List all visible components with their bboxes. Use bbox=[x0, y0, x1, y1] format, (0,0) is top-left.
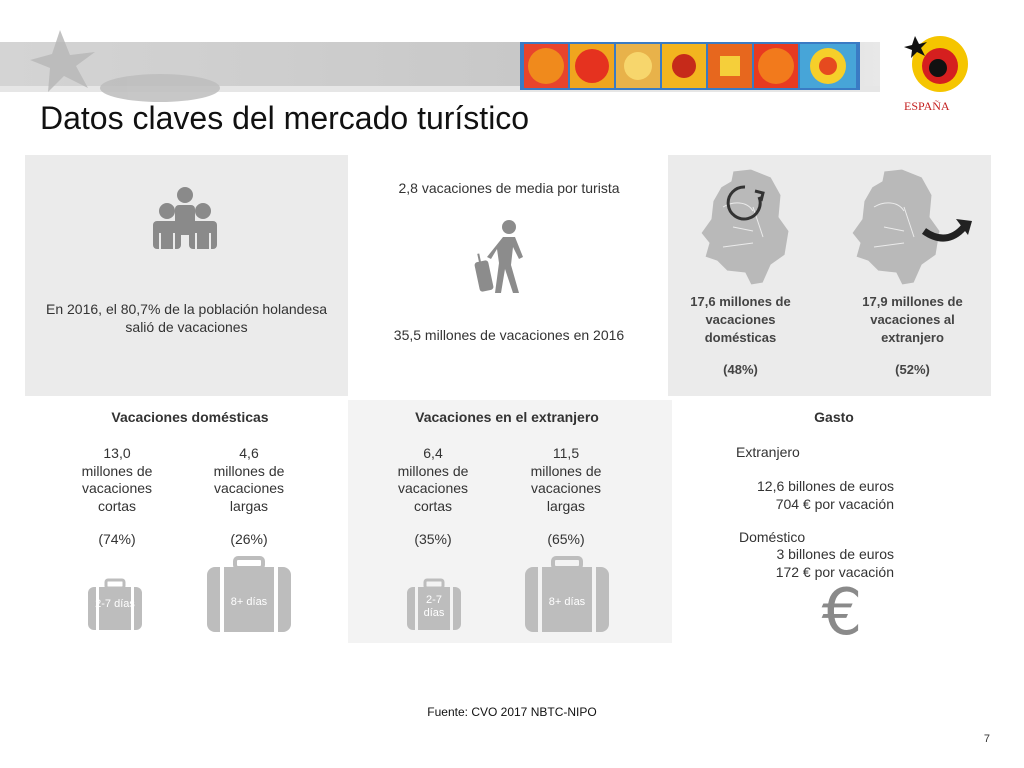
large-suitcase-icon bbox=[207, 558, 291, 632]
panel-population bbox=[25, 155, 348, 396]
domestic-short-bag-label: 2-7 días bbox=[95, 598, 135, 610]
domestic-map-line1: 17,6 millones de bbox=[690, 294, 791, 309]
svg-text:ESPAÑA: ESPAÑA bbox=[904, 99, 950, 113]
domestic-long-bag-label: 8+ días bbox=[230, 596, 268, 608]
abroad-header: Vacaciones en el extranjero bbox=[415, 409, 599, 425]
page-number: 7 bbox=[983, 733, 990, 745]
abroad-short-bag-label1: 2-7 bbox=[426, 594, 442, 606]
abroad-short-l1: millones de bbox=[397, 462, 469, 479]
banner-art-tiles bbox=[520, 42, 860, 90]
gasto-extranjero-per: 704 € por vacación bbox=[775, 495, 894, 512]
abroad-long-l3: largas bbox=[546, 497, 586, 514]
abroad-long-l1: millones de bbox=[530, 462, 602, 479]
abroad-short-value: 6,4 bbox=[423, 445, 443, 461]
header-banner bbox=[0, 0, 1024, 113]
abroad-short-l2: vacaciones bbox=[397, 480, 469, 496]
population-text-line1: En 2016, el 80,7% de la población holandesa bbox=[46, 301, 327, 317]
abroad-long-bag-label: 8+ días bbox=[548, 596, 586, 608]
domestic-long-l2: vacaciones bbox=[213, 480, 285, 496]
page-title: Datos claves del mercado turístico bbox=[40, 100, 530, 136]
domestic-long-l3: largas bbox=[229, 497, 269, 514]
domestic-short-l2: vacaciones bbox=[81, 480, 153, 496]
gasto-extranjero-label: Extranjero bbox=[736, 444, 800, 460]
domestic-short-value: 13,0 bbox=[103, 445, 131, 461]
gasto-header: Gasto bbox=[814, 409, 854, 425]
abroad-long-value: 11,5 bbox=[552, 445, 580, 461]
espana-logo bbox=[904, 36, 968, 113]
abroad-long-l2: vacaciones bbox=[530, 480, 602, 496]
domestic-long-l1: millones de bbox=[213, 462, 285, 479]
domestic-map-pct: (48%) bbox=[723, 362, 758, 377]
population-text-line2: salió de vacaciones bbox=[125, 319, 248, 335]
domestic-short-l1: millones de bbox=[81, 462, 153, 479]
abroad-map-line1: 17,9 millones de bbox=[862, 294, 963, 309]
panel-domestic bbox=[25, 400, 348, 645]
avg-vacations-text: 2,8 vacaciones de media por turista bbox=[398, 180, 620, 196]
domestic-long-value: 4,6 bbox=[239, 445, 259, 461]
abroad-short-pct: (35%) bbox=[414, 531, 452, 547]
group-people-icon bbox=[149, 185, 221, 251]
domestic-map-line3: domésticas bbox=[704, 330, 777, 345]
gasto-domestico-total: 3 billones de euros bbox=[776, 546, 894, 562]
netherlands-map-abroad-icon bbox=[844, 167, 984, 285]
total-vacations-text: 35,5 millones de vacaciones en 2016 bbox=[393, 327, 625, 343]
panel-maps bbox=[668, 155, 991, 396]
traveler-with-suitcase-icon bbox=[473, 217, 533, 297]
source-footnote: Fuente: CVO 2017 NBTC-NIPO bbox=[427, 705, 597, 719]
abroad-short-bag-label2: días bbox=[423, 607, 445, 619]
abroad-map-line2: vacaciones al bbox=[870, 312, 955, 327]
panel-gasto bbox=[672, 400, 994, 650]
abroad-map-pct: (52%) bbox=[895, 362, 930, 377]
panel-traveler bbox=[349, 155, 669, 396]
euro-icon: € bbox=[821, 576, 863, 650]
domestic-short-pct: (74%) bbox=[98, 531, 136, 547]
domestic-header: Vacaciones domésticas bbox=[111, 409, 269, 425]
panel-abroad bbox=[348, 400, 672, 643]
domestic-map-line2: vacaciones bbox=[705, 312, 776, 327]
gasto-domestico-label: Doméstico bbox=[739, 529, 806, 545]
abroad-long-pct: (65%) bbox=[547, 531, 585, 547]
netherlands-map-domestic-icon bbox=[693, 167, 793, 285]
abroad-map-line3: extranjero bbox=[881, 330, 944, 345]
small-suitcase-icon bbox=[88, 580, 142, 630]
gasto-extranjero-total: 12,6 billones de euros bbox=[757, 478, 894, 494]
domestic-long-pct: (26%) bbox=[230, 531, 268, 547]
abroad-short-l3: cortas bbox=[413, 497, 453, 514]
small-suitcase-icon bbox=[407, 580, 461, 630]
gasto-domestico-per: 172 € por vacación bbox=[775, 563, 894, 580]
large-suitcase-icon bbox=[525, 558, 609, 632]
domestic-short-l3: cortas bbox=[97, 497, 137, 514]
